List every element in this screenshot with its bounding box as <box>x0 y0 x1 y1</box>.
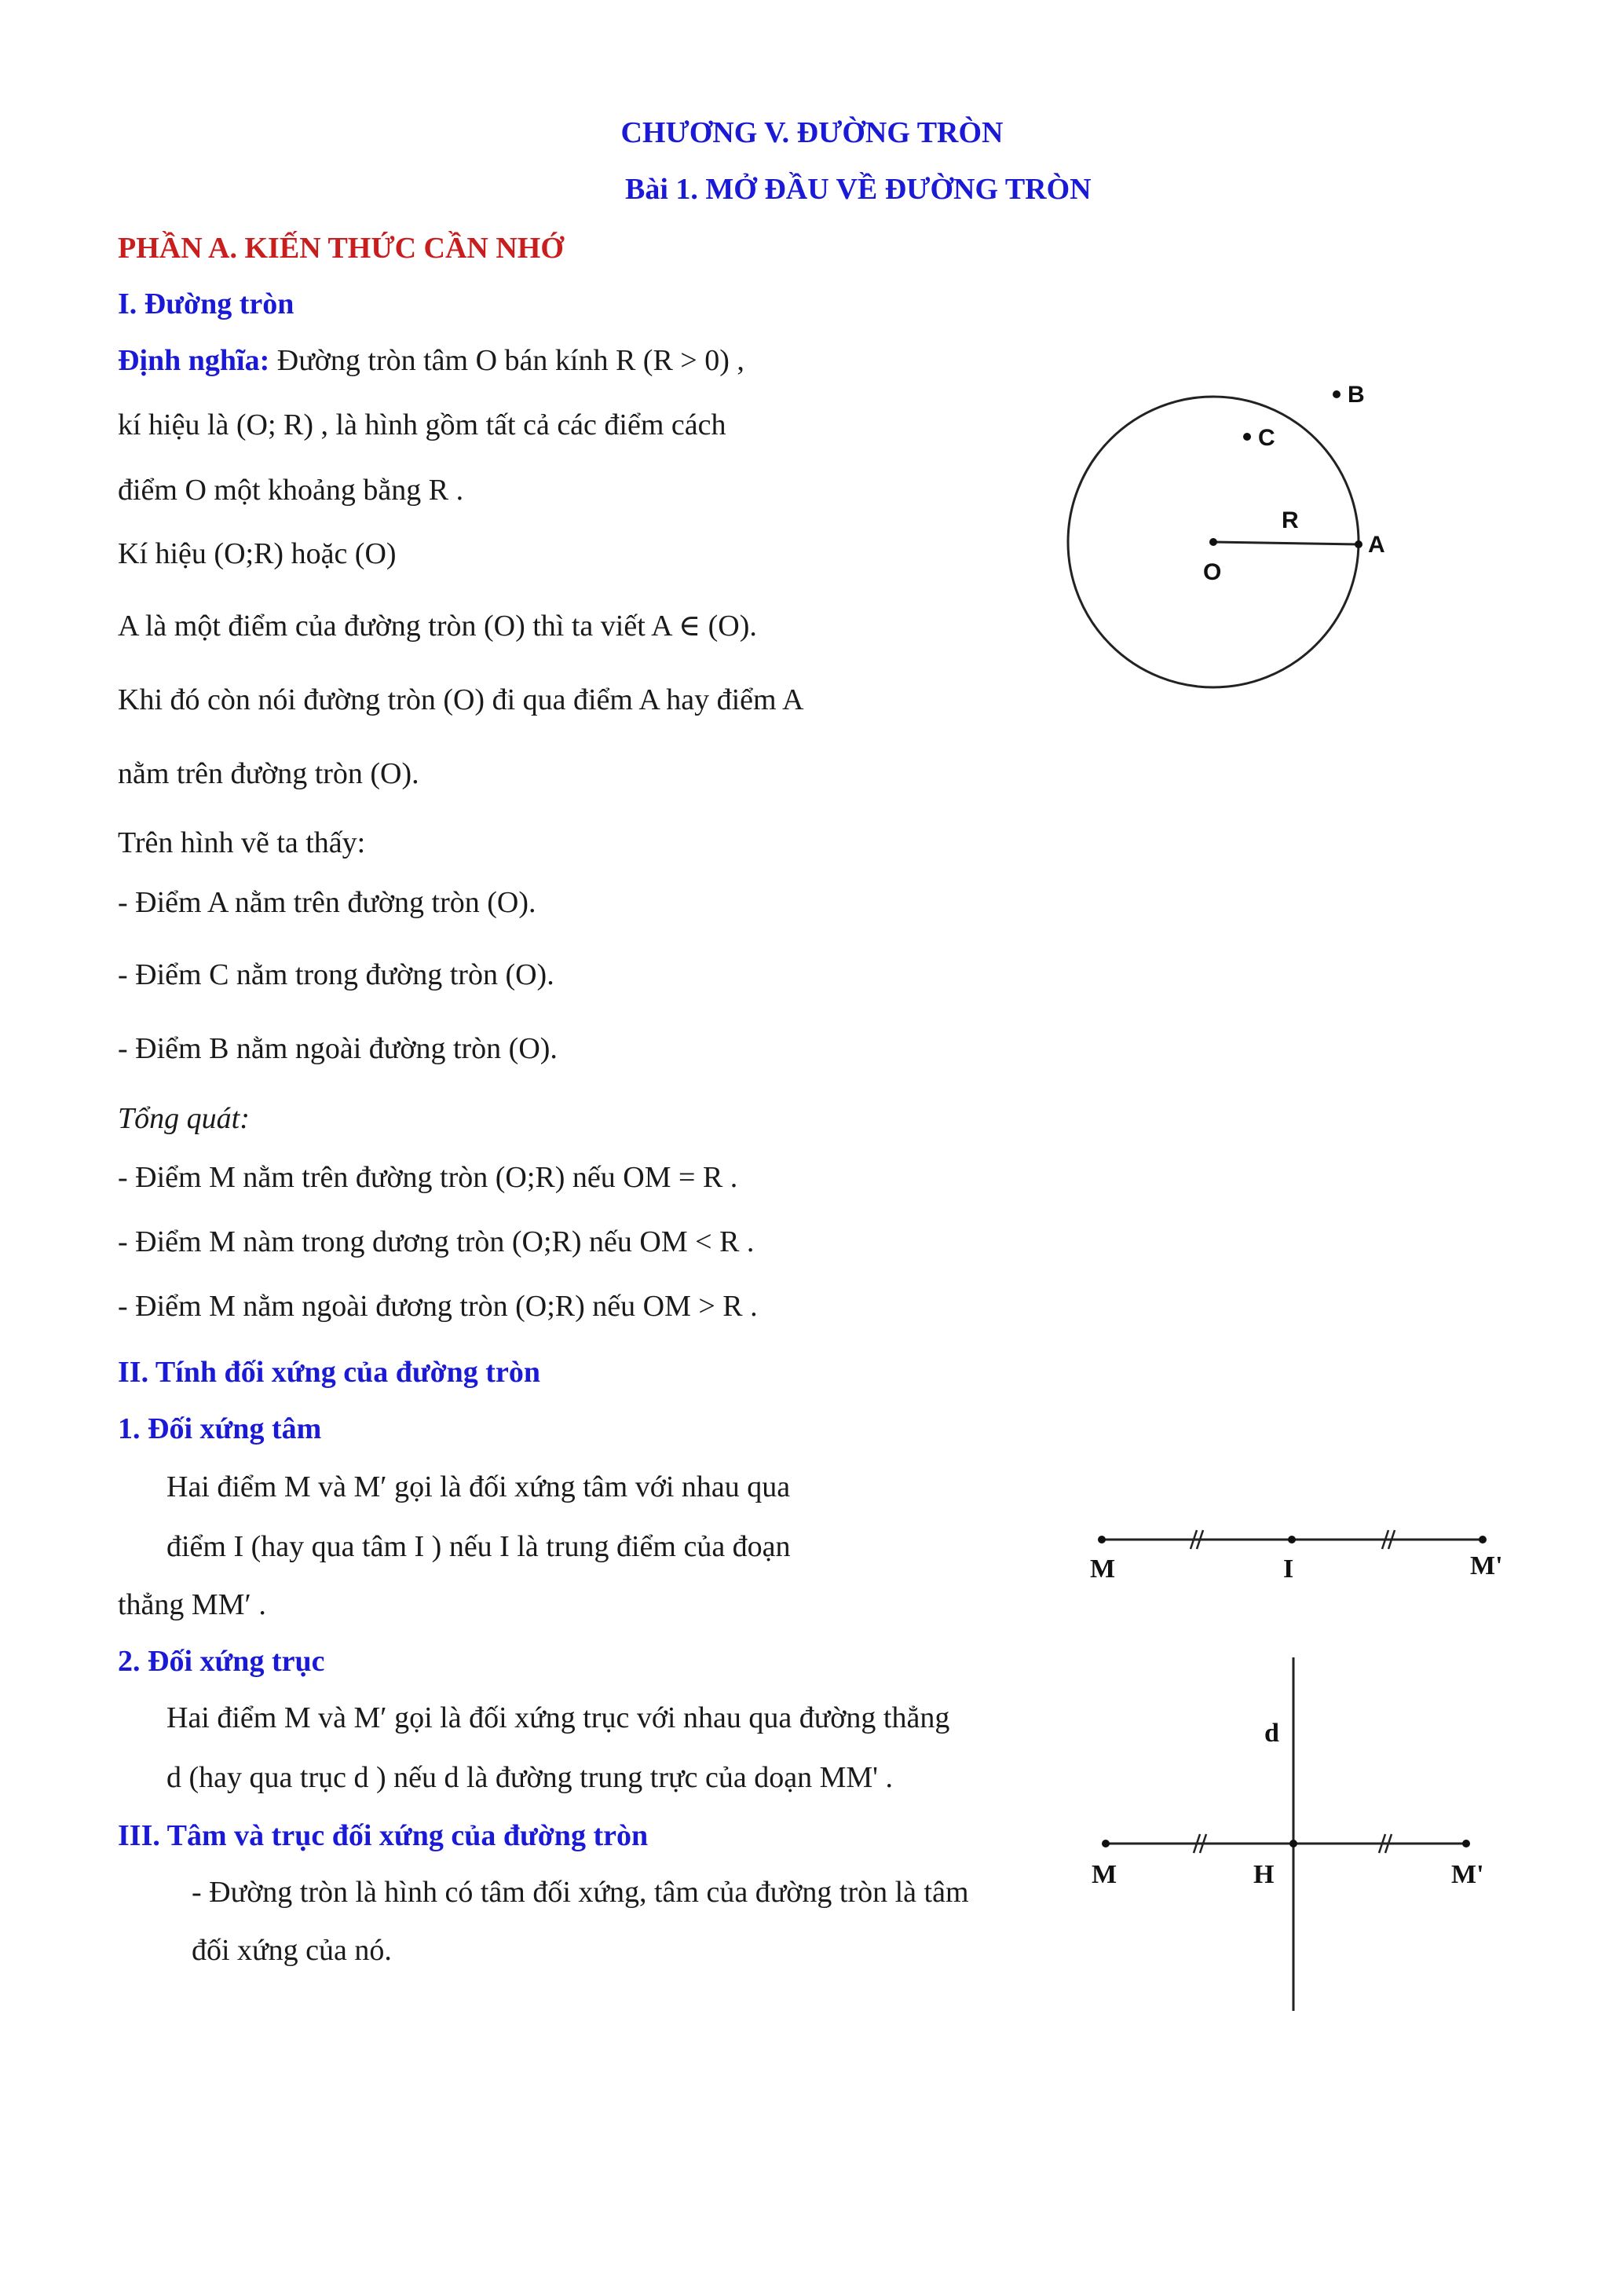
definition-line-3: điểm O một khoảng bằng R . <box>118 474 464 507</box>
label-c: C <box>1258 425 1275 451</box>
point-m-prime <box>1462 1840 1470 1847</box>
section-2-title: II. Tính đối xứng của đường tròn <box>118 1356 540 1389</box>
definition-text: Đường tròn tâm O bán kính R (R > 0) , <box>269 344 744 377</box>
point-i <box>1288 1536 1296 1543</box>
definition-line-2: kí hiệu là (O; R) , là hình gồm tất cả các điểm cách <box>118 408 726 441</box>
axial-symmetry-figure <box>1076 1653 1500 2019</box>
center-point <box>1209 538 1217 546</box>
axial-symmetry-line-2: d (hay qua trục d ) nếu d là đường trung trực của doạn MM' . <box>166 1761 894 1794</box>
axial-symmetry-line-1: Hai điểm M và M′ gọi là đối xứng trục với nhau qua đường thẳng <box>166 1701 950 1734</box>
central-symmetry-title: 1. Đối xứng tâm <box>118 1412 322 1445</box>
radius-segment <box>1213 542 1359 544</box>
point-c <box>1243 433 1251 441</box>
label-r: R <box>1282 507 1299 533</box>
label-m: M <box>1092 1860 1117 1889</box>
figure-observation: Trên hình vẽ ta thấy: <box>118 826 366 859</box>
axial-symmetry-title: 2. Đối xứng trục <box>118 1645 325 1678</box>
circle-figure <box>1052 361 1414 699</box>
general-on-circle: - Điểm M nằm trên đường tròn (O;R) nếu OM = R . <box>118 1161 738 1194</box>
general-outside-circle: - Điểm M nằm ngoài đương tròn (O;R) nếu OM > R . <box>118 1290 758 1323</box>
passes-through-line: Khi đó còn nói đường tròn (O) đi qua điểm A hay điểm A <box>118 683 804 716</box>
label-m-prime: M' <box>1451 1860 1484 1889</box>
section-3-title: III. Tâm và trục đối xứng của đường tròn <box>118 1819 649 1852</box>
label-h: H <box>1253 1860 1275 1889</box>
label-a: A <box>1368 532 1385 558</box>
section-3-line-1: - Đường tròn là hình có tâm đối xứng, tâm của đường tròn là tâm <box>192 1876 969 1909</box>
point-b <box>1333 390 1341 398</box>
label-m-prime: M' <box>1470 1551 1503 1580</box>
point-b-bullet: - Điểm B nằm ngoài đường tròn (O). <box>118 1032 558 1065</box>
label-b: B <box>1348 382 1365 408</box>
point-m <box>1098 1536 1106 1543</box>
central-symmetry-line-3: thẳng MM′ . <box>118 1588 266 1621</box>
central-symmetry-figure <box>1076 1508 1516 1595</box>
section-1-title: I. Đường tròn <box>118 287 294 320</box>
label-d: d <box>1264 1719 1279 1748</box>
point-c-bullet: - Điểm C nằm trong đường tròn (O). <box>118 958 554 991</box>
point-h <box>1289 1840 1297 1847</box>
section-3-line-2: đối xứng của nó. <box>192 1934 392 1967</box>
lies-on-line: nằm trên đường tròn (O). <box>118 757 419 790</box>
label-o: O <box>1203 559 1222 585</box>
point-m <box>1102 1840 1110 1847</box>
central-symmetry-line-2: điểm I (hay qua tâm I ) nếu I là trung điểm của đoạn <box>166 1530 791 1563</box>
general-label: Tổng quát: <box>118 1102 250 1135</box>
part-a-title: PHẦN A. KIẾN THỨC CẦN NHỚ <box>118 232 564 265</box>
definition-line-1 <box>118 346 744 375</box>
general-inside-circle: - Điểm M nàm trong dương tròn (O;R) nếu OM < R . <box>118 1225 755 1258</box>
membership-line: A là một điểm của đường tròn (O) thì ta viết A ∈ (O). <box>118 610 757 643</box>
lesson-title: Bài 1. MỞ ĐẦU VỀ ĐƯỜNG TRÒN <box>625 173 1092 206</box>
label-i: I <box>1283 1554 1294 1584</box>
central-symmetry-line-1: Hai điểm M và M′ gọi là đối xứng tâm với nhau qua <box>166 1470 791 1503</box>
notation-line: Kí hiệu (O;R) hoặc (O) <box>118 537 397 570</box>
label-m: M <box>1090 1554 1116 1584</box>
definition-label: Định nghĩa: <box>118 344 270 377</box>
chapter-title: CHƯƠNG V. ĐƯỜNG TRÒN <box>620 116 1004 149</box>
point-a-bullet: - Điểm A nằm trên đường tròn (O). <box>118 886 536 919</box>
point-a <box>1355 540 1362 548</box>
point-m-prime <box>1479 1536 1487 1543</box>
